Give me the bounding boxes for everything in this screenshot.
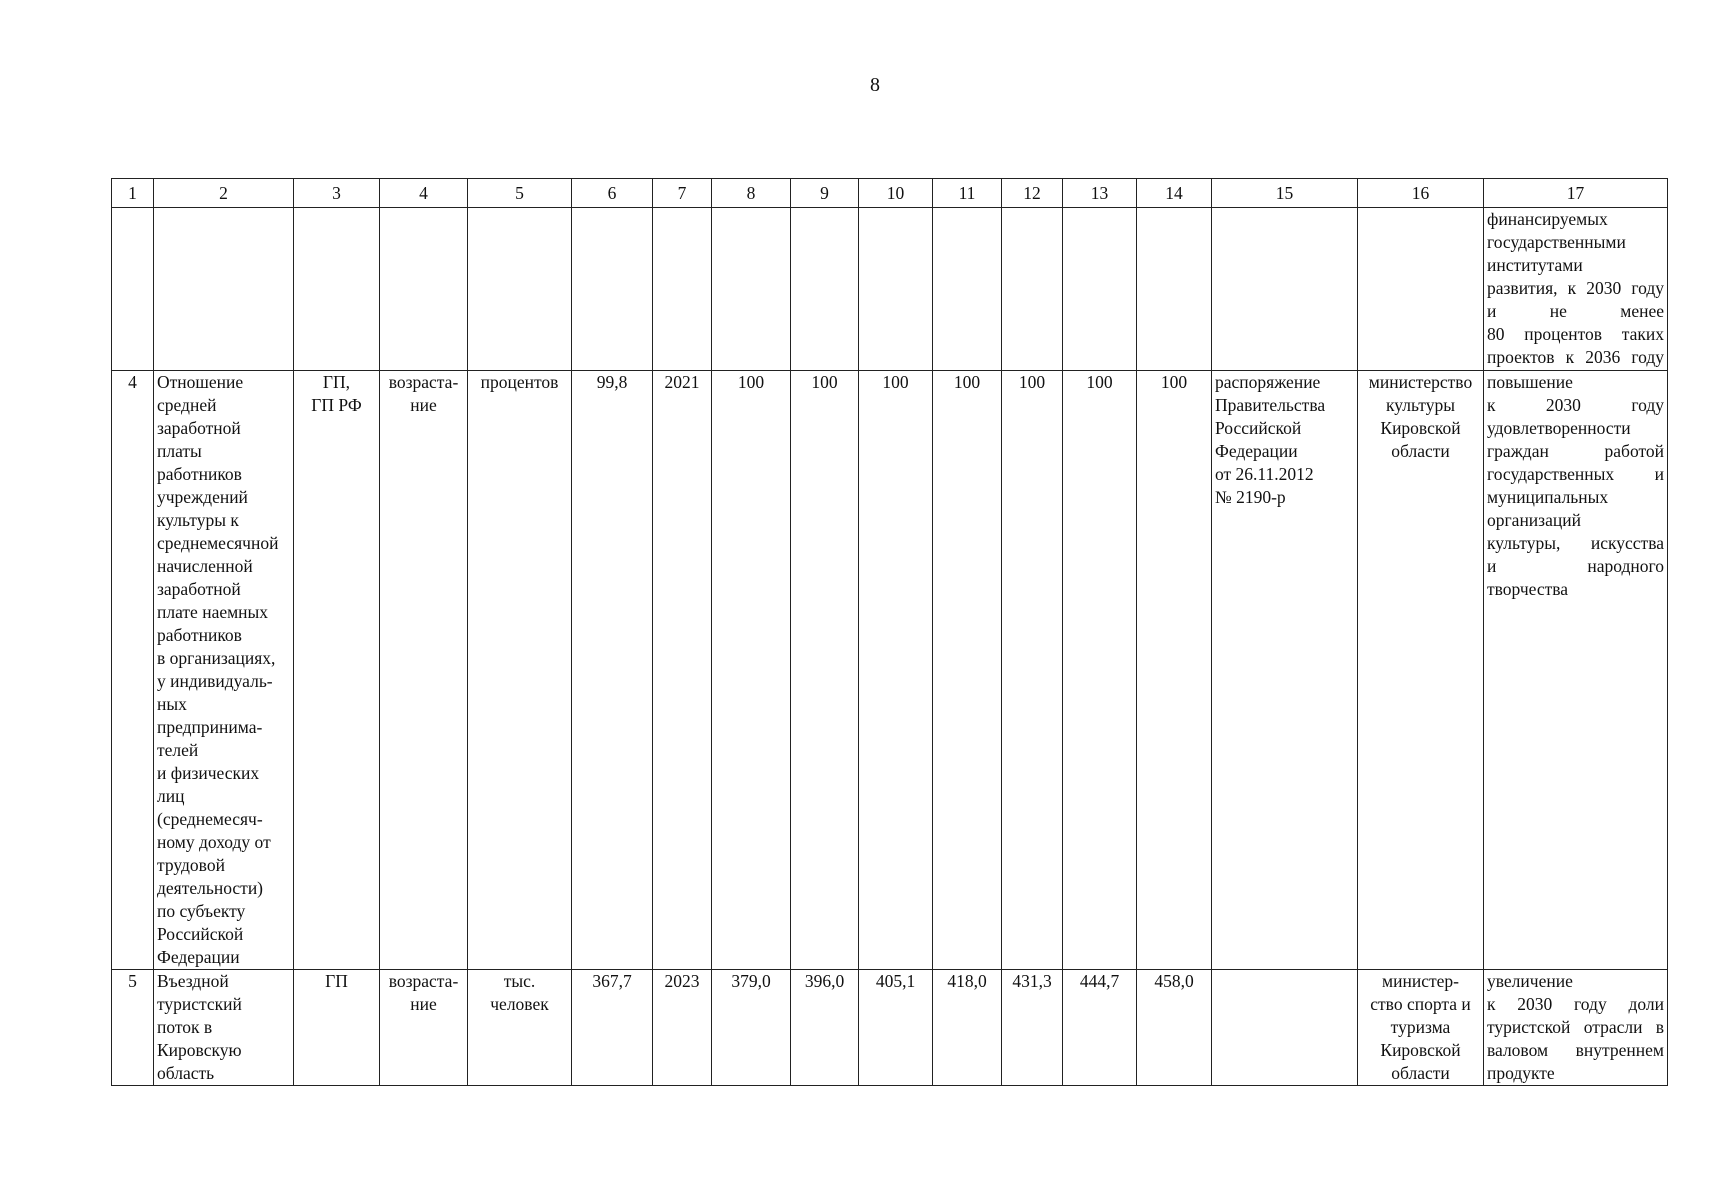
indicator-unit: процентов	[468, 371, 572, 970]
indicator-name: Въездной туристский поток в Кировскую область	[154, 970, 294, 1086]
table-row	[112, 970, 1668, 1086]
row-number: 4	[112, 371, 154, 970]
value-col14: 100	[1137, 371, 1212, 970]
value-col9: 396,0	[791, 970, 859, 1086]
value-col13: 444,7	[1063, 970, 1137, 1086]
goal-line: финансируемых	[1487, 209, 1608, 229]
goal-line: государственных и	[1487, 464, 1664, 484]
col-header: 11	[933, 179, 1002, 208]
goal-line: удовлетворенности	[1487, 418, 1631, 438]
value-col11: 418,0	[933, 970, 1002, 1086]
indicator-unit: тыс. человек	[468, 970, 572, 1086]
goal-line: увеличение	[1487, 971, 1573, 991]
indicator-type: ГП, ГП РФ	[294, 371, 380, 970]
col-header: 12	[1002, 179, 1063, 208]
value-col8: 100	[712, 371, 791, 970]
goal-cell	[1484, 208, 1668, 371]
table-row-continuation	[112, 208, 1668, 371]
goal-line: культуры, искусства	[1487, 533, 1664, 553]
goal-line: проектов к 2036 году	[1487, 347, 1664, 367]
goal-line: туристской отрасли в	[1487, 1017, 1664, 1037]
goal-line: продукте	[1487, 1063, 1555, 1083]
goal-line: институтами	[1487, 255, 1583, 275]
indicators-table	[111, 178, 1668, 1086]
legal-basis: распоряжение Правительства Российской Федерации от 26.11.2012 № 2190-р	[1212, 371, 1358, 970]
responsible-body: министерство культуры Кировской области	[1358, 371, 1484, 970]
value-col12: 431,3	[1002, 970, 1063, 1086]
indicator-type: ГП	[294, 970, 380, 1086]
col-header: 9	[791, 179, 859, 208]
col-header: 10	[859, 179, 933, 208]
base-year: 2023	[653, 970, 712, 1086]
goal-line: организаций	[1487, 510, 1581, 530]
col-header: 5	[468, 179, 572, 208]
value-col9: 100	[791, 371, 859, 970]
col-header: 4	[380, 179, 468, 208]
base-year: 2021	[653, 371, 712, 970]
column-number-row	[112, 179, 1668, 208]
page-number: 8	[870, 74, 880, 96]
goal-line: к 2030 году доли	[1487, 994, 1664, 1014]
col-header: 6	[572, 179, 653, 208]
indicator-direction: возраста- ние	[380, 371, 468, 970]
goal-line: творчества	[1487, 579, 1569, 599]
goal-line: 80 процентов таких	[1487, 324, 1664, 344]
value-col10: 405,1	[859, 970, 933, 1086]
legal-basis	[1212, 970, 1358, 1086]
value-col14: 458,0	[1137, 970, 1212, 1086]
value-col12: 100	[1002, 371, 1063, 970]
col-header: 8	[712, 179, 791, 208]
col-header: 7	[653, 179, 712, 208]
indicator-direction: возраста- ние	[380, 970, 468, 1086]
goal-line: к 2030 году	[1487, 395, 1664, 415]
value-col10: 100	[859, 371, 933, 970]
goal-line: и не менее	[1487, 301, 1664, 321]
col-header: 17	[1484, 179, 1668, 208]
indicator-name: Отношение средней заработной платы работников учреждений культуры к среднемесячной начисленной заработной плате наемных работников в организациях, у индивидуаль- ных предпринима- телей и физических лиц (среднемесяч- ному доходу от трудовой деятельности) по субъекту Российской Федерации	[154, 371, 294, 970]
base-value: 367,7	[572, 970, 653, 1086]
goal-line: и народного	[1487, 556, 1664, 576]
goal-line: государственными	[1487, 232, 1626, 252]
col-header: 3	[294, 179, 380, 208]
col-header: 14	[1137, 179, 1212, 208]
value-col8: 379,0	[712, 970, 791, 1086]
base-value: 99,8	[572, 371, 653, 970]
goal-cell	[1484, 371, 1668, 970]
goal-line: повышение	[1487, 372, 1573, 392]
goal-cell	[1484, 970, 1668, 1086]
goal-line: граждан работой	[1487, 441, 1664, 461]
col-header: 16	[1358, 179, 1484, 208]
col-header: 1	[112, 179, 154, 208]
col-header: 2	[154, 179, 294, 208]
goal-line: развития, к 2030 году	[1487, 278, 1664, 298]
col-header: 13	[1063, 179, 1137, 208]
goal-line: валовом внутреннем	[1487, 1040, 1664, 1060]
table-row	[112, 371, 1668, 970]
value-col13: 100	[1063, 371, 1137, 970]
goal-line: муниципальных	[1487, 487, 1609, 507]
value-col11: 100	[933, 371, 1002, 970]
responsible-body: министер- ство спорта и туризма Кировской области	[1358, 970, 1484, 1086]
col-header: 15	[1212, 179, 1358, 208]
row-number: 5	[112, 970, 154, 1086]
